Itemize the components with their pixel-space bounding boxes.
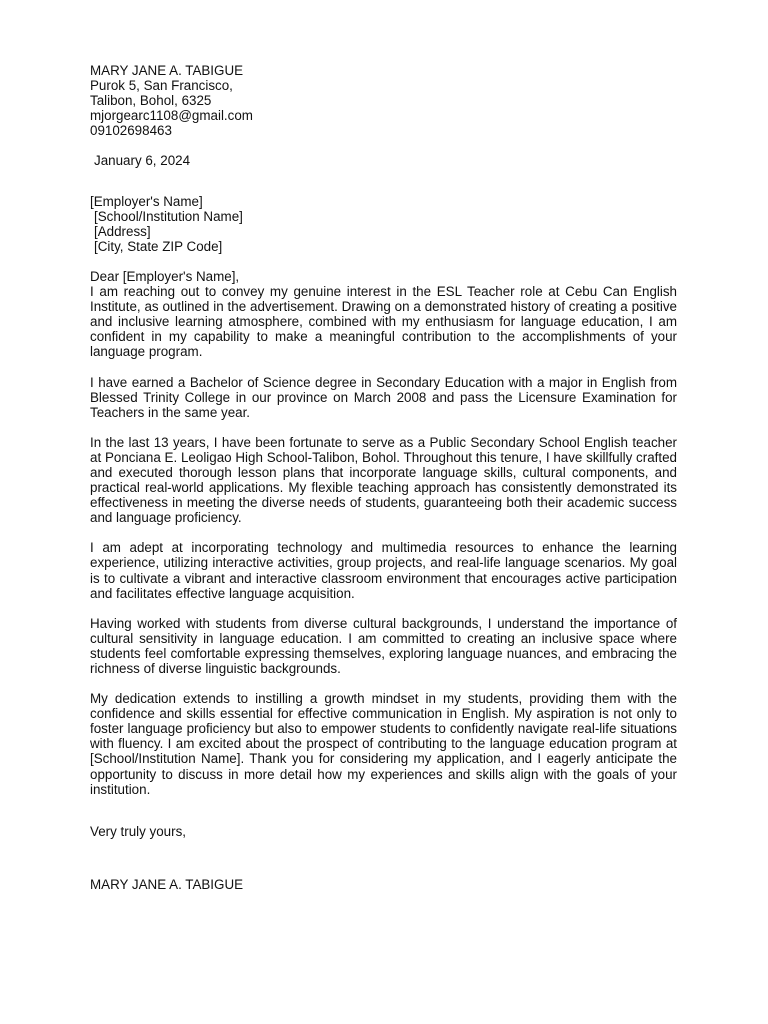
- body-paragraph-3: In the last 13 years, I have been fortunate to serve as a Public Secondary School English teacher at Ponciana E. Leoligao High School-Talibon, Bohol. Throughout this tenure, I have skillfully crafted and executed thorough lesson plans that incorporate language skills, cultural components, and practical real-world applications. My flexible teaching approach has consistently demonstrated its effectiveness in meeting the diverse needs of students, guaranteeing both their academic success and language proficiency.: [90, 434, 677, 526]
- sender-name: MARY JANE A. TABIGUE: [90, 63, 244, 78]
- spacer: [90, 360, 677, 375]
- body-paragraph-2: I have earned a Bachelor of Science degree in Secondary Education with a major in English from Blessed Trinity College in our province on March 2008 and pass the Licensure Examination for Teachers in the same year.: [90, 374, 677, 420]
- recipient-name: [Employer's Name]: [90, 193, 203, 209]
- spacer: [90, 169, 677, 194]
- sender-address-line2: Talibon, Bohol, 6325: [90, 93, 212, 109]
- letter-date: January 6, 2024: [94, 153, 191, 169]
- sender-email: mjorgearc1108@gmail.com: [90, 108, 253, 124]
- sender-phone: 09102698463: [90, 123, 172, 139]
- body-paragraph-6: My dedication extends to instilling a growth mindset in my students, providing them with the confidence and skills essential for effective communication in English. My aspiration is not only to foster language proficiency but also to empower students to confidently navigate real-life situations with fluency. I am excited about the prospect of contributing to the language education program at [School/Institution Name]. Thank you for considering my application, and I eagerly anticipate the opportunity to discuss in more detail how my experiences and skills align with the goals of your institution.: [90, 691, 677, 797]
- recipient-city-state-zip: [City, State ZIP Code]: [94, 238, 223, 254]
- signature-name: MARY JANE A. TABIGUE: [90, 876, 244, 892]
- salutation: Dear [Employer's Name],: [90, 268, 240, 284]
- body-paragraph-4: I am adept at incorporating technology and multimedia resources to enhance the learning experience, utilizing interactive activities, group projects, and real-life language scenarios. My goal is to cultivate a vibrant and interactive classroom environment that encourages active participation and facilitates effective language acquisition.: [90, 540, 677, 601]
- recipient-institution: [School/Institution Name]: [94, 208, 243, 224]
- closing: Very truly yours,: [90, 823, 186, 839]
- spacer: [90, 839, 677, 877]
- sender-block: [90, 63, 677, 138]
- recipient-block: [90, 194, 677, 254]
- sender-address-line1: Purok 5, San Francisco,: [90, 78, 233, 94]
- body-paragraph-5: Having worked with students from diverse cultural backgrounds, I understand the importance of cultural sensitivity in language education. I am committed to creating an inclusive space where students feel comfortable expressing themselves, exploring language nuances, and embracing the richness of diverse linguistic backgrounds.: [90, 615, 677, 676]
- spacer: [90, 138, 677, 153]
- spacer: [90, 420, 677, 435]
- spacer: [90, 797, 677, 824]
- spacer: [90, 601, 677, 616]
- spacer: [90, 525, 677, 540]
- body-paragraph-1: I am reaching out to convey my genuine interest in the ESL Teacher role at Cebu Can English Institute, as outlined in the advertisement. Drawing on a demonstrated history of creating a positive and inclusive learning atmosphere, combined with my enthusiasm for language education, I am confident in my capability to make a meaningful contribution to the accomplishments of your language program.: [90, 284, 677, 360]
- spacer: [90, 254, 677, 269]
- cover-letter: [90, 63, 677, 892]
- spacer: [90, 676, 677, 691]
- recipient-address: [Address]: [94, 223, 151, 239]
